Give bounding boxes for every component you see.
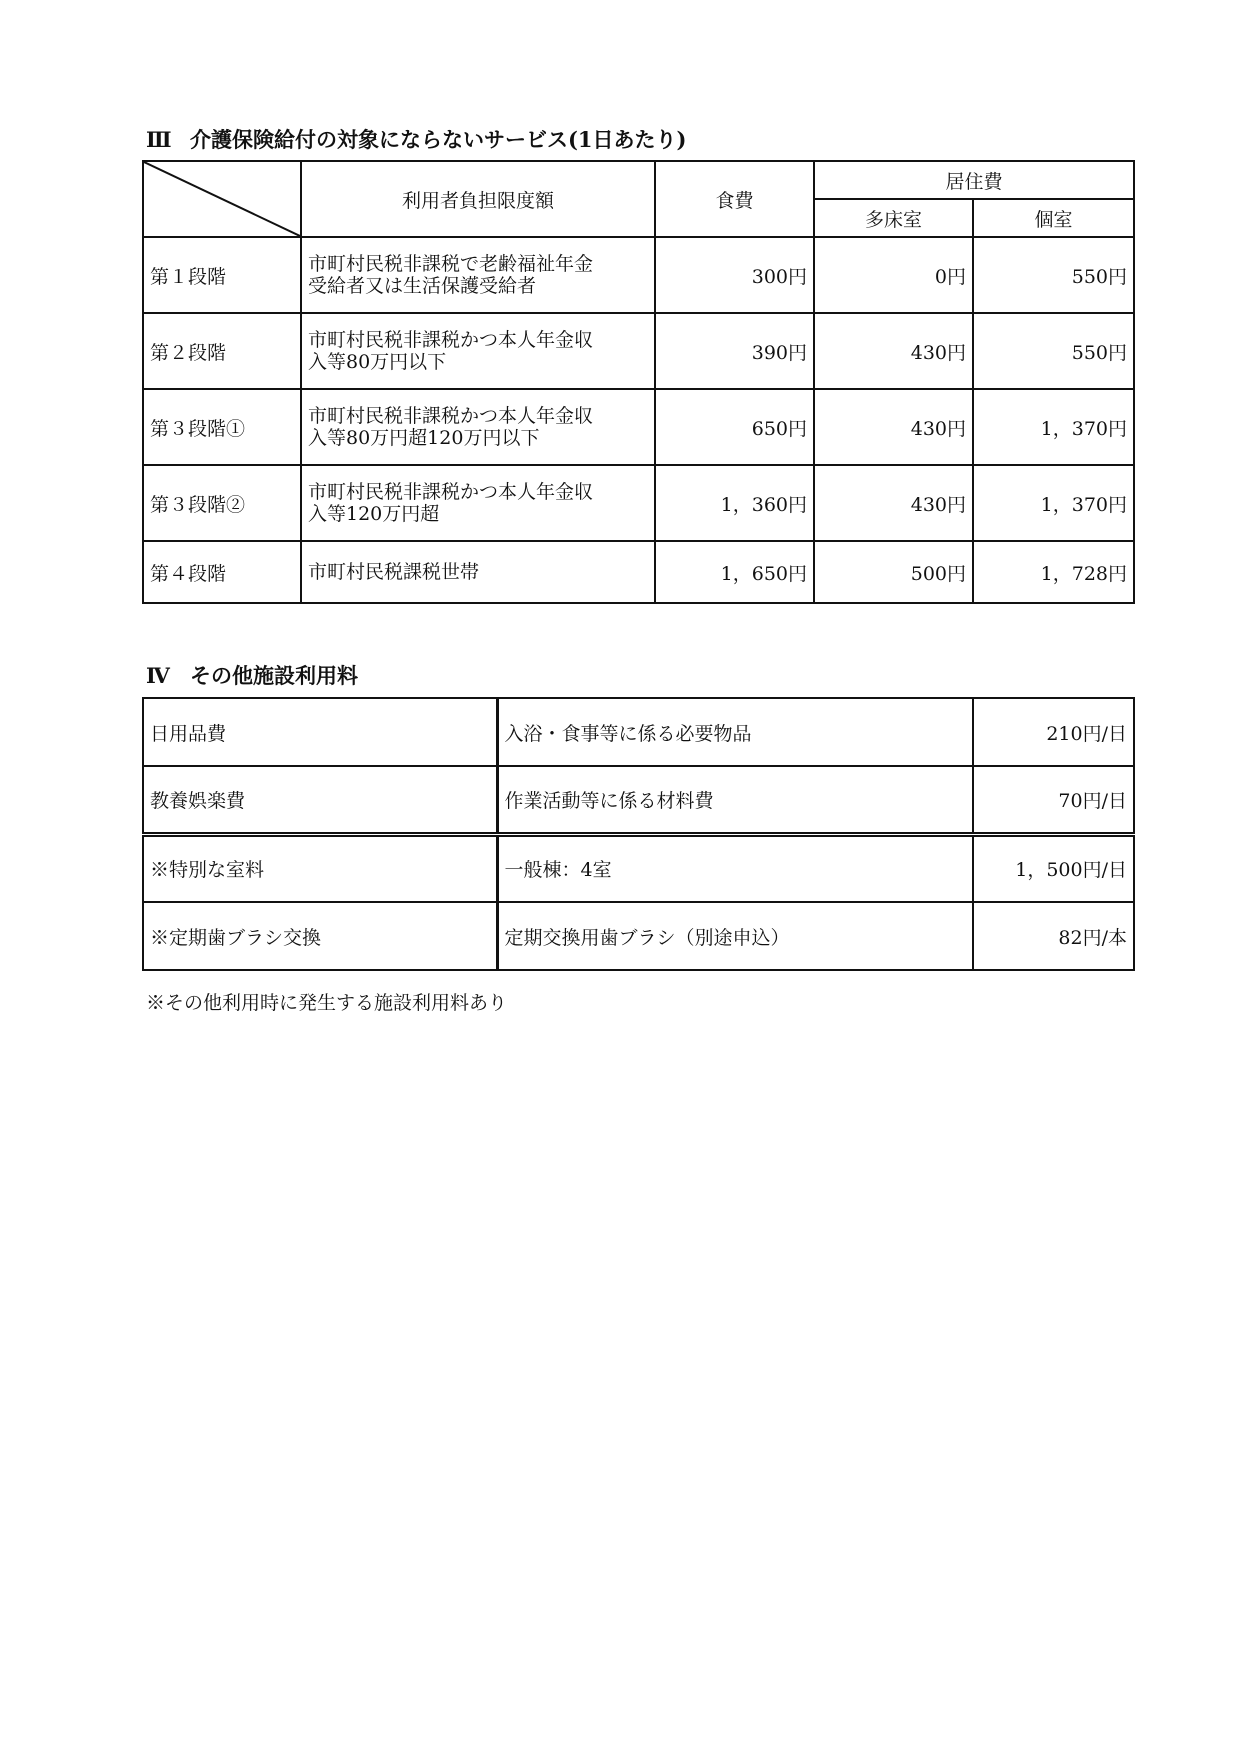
header-shared-room: 多床室 bbox=[814, 199, 973, 237]
stage-description: 市町村民税課税世帯 bbox=[301, 541, 655, 603]
shared-room-cost: 430円 bbox=[814, 313, 973, 389]
shared-room-cost: 0円 bbox=[814, 237, 973, 313]
footnote: ※その他利用時に発生する施設利用料あり bbox=[146, 992, 508, 1014]
food-cost: 650円 bbox=[655, 389, 814, 465]
private-room-cost: 1，728円 bbox=[973, 541, 1134, 603]
stage-description bbox=[301, 465, 655, 541]
section-3-numeral: Ⅲ bbox=[146, 127, 172, 152]
fee-item: 教養娯楽費 bbox=[143, 766, 497, 834]
private-room-cost: 550円 bbox=[973, 313, 1134, 389]
food-cost: 300円 bbox=[655, 237, 814, 313]
table-row bbox=[143, 313, 1134, 389]
header-limit: 利用者負担限度額 bbox=[301, 161, 655, 237]
description-line: 市町村民税非課税かつ本人年金収 bbox=[308, 481, 594, 503]
fee-item: ※定期歯ブラシ交換 bbox=[143, 902, 497, 970]
description-line: 市町村民税非課税かつ本人年金収 bbox=[308, 329, 594, 351]
stage-description bbox=[301, 237, 655, 313]
fee-detail: 入浴・食事等に係る必要物品 bbox=[497, 698, 973, 766]
table-row bbox=[143, 541, 1134, 603]
fee-detail: 作業活動等に係る材料費 bbox=[497, 766, 973, 834]
table-row bbox=[143, 237, 1134, 313]
shared-room-cost: 430円 bbox=[814, 465, 973, 541]
fee-detail: 一般棟：4室 bbox=[497, 834, 973, 902]
fee-price: 210円/日 bbox=[973, 698, 1134, 766]
fee-item: ※特別な室料 bbox=[143, 834, 497, 902]
description-line: 市町村民税非課税で老齢福祉年金 bbox=[308, 253, 594, 275]
food-cost: 390円 bbox=[655, 313, 814, 389]
facility-fees-table bbox=[142, 697, 1135, 971]
description-line: 入等80万円超120万円以下 bbox=[308, 427, 540, 449]
stage-label: 第４段階 bbox=[143, 541, 301, 603]
header-residence: 居住費 bbox=[814, 161, 1134, 199]
table-row bbox=[143, 698, 1134, 766]
description-line: 受給者又は生活保護受給者 bbox=[308, 275, 537, 297]
description-line: 入等120万円超 bbox=[308, 503, 440, 525]
fee-price: 70円/日 bbox=[973, 766, 1134, 834]
stage-label: 第２段階 bbox=[143, 313, 301, 389]
description-line: 市町村民税非課税かつ本人年金収 bbox=[308, 405, 594, 427]
table-row bbox=[143, 389, 1134, 465]
section-4-title: その他施設利用料 bbox=[190, 663, 358, 688]
shared-room-cost: 500円 bbox=[814, 541, 973, 603]
header-food: 食費 bbox=[655, 161, 814, 237]
private-room-cost: 1，370円 bbox=[973, 465, 1134, 541]
fee-item: 日用品費 bbox=[143, 698, 497, 766]
corner-cell bbox=[143, 161, 301, 237]
food-cost: 1，650円 bbox=[655, 541, 814, 603]
fee-detail: 定期交換用歯ブラシ（別途申込） bbox=[497, 902, 973, 970]
section-3-heading bbox=[146, 124, 686, 154]
table-row bbox=[143, 465, 1134, 541]
header-private-room: 個室 bbox=[973, 199, 1134, 237]
diagonal-line-icon bbox=[144, 162, 300, 236]
shared-room-cost: 430円 bbox=[814, 389, 973, 465]
table-row bbox=[143, 834, 1134, 902]
section-4-numeral: Ⅳ bbox=[146, 663, 170, 688]
section-4-heading bbox=[146, 660, 358, 690]
stage-label: 第１段階 bbox=[143, 237, 301, 313]
non-covered-services-table bbox=[142, 160, 1135, 604]
table-row bbox=[143, 902, 1134, 970]
section-3-title: 介護保険給付の対象にならないサービス(1日あたり) bbox=[190, 127, 687, 152]
description-line: 入等80万円以下 bbox=[308, 351, 447, 373]
stage-label: 第３段階① bbox=[143, 389, 301, 465]
table-row bbox=[143, 766, 1134, 834]
stage-description bbox=[301, 313, 655, 389]
fee-price: 82円/本 bbox=[973, 902, 1134, 970]
food-cost: 1，360円 bbox=[655, 465, 814, 541]
stage-description bbox=[301, 389, 655, 465]
stage-label: 第３段階② bbox=[143, 465, 301, 541]
private-room-cost: 550円 bbox=[973, 237, 1134, 313]
fee-price: 1，500円/日 bbox=[973, 834, 1134, 902]
private-room-cost: 1，370円 bbox=[973, 389, 1134, 465]
